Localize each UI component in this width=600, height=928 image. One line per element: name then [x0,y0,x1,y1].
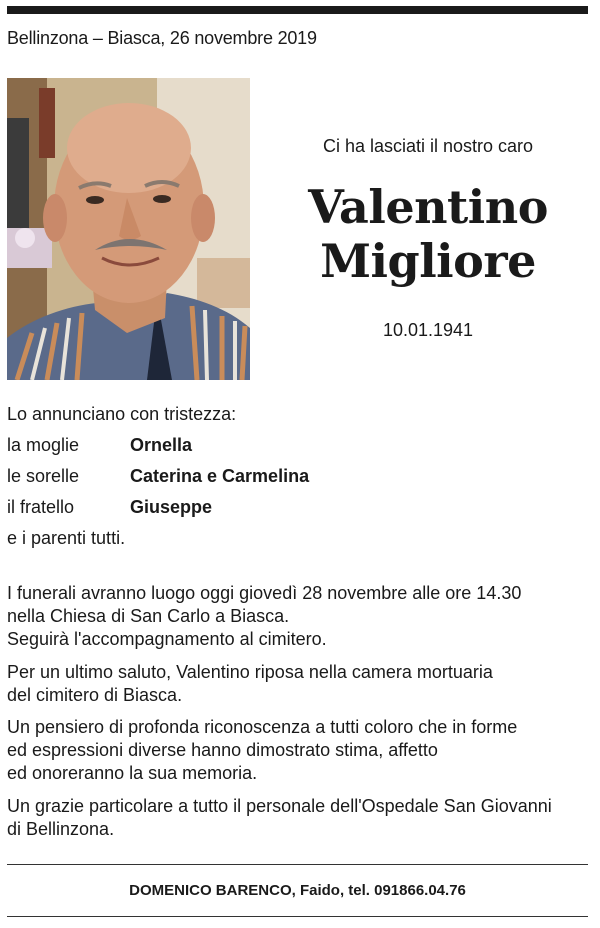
thanks-paragraph [7,716,592,785]
hospital-paragraph [7,795,592,841]
farewell-line: del cimitero di Biasca. [7,685,183,705]
footer-divider-top [7,864,588,865]
hospital-line: Un grazie particolare a tutto il personale dell'Ospedale San Giovanni [7,796,552,816]
thanks-line: Un pensiero di profonda riconoscenza a tutti coloro che in forme [7,717,518,737]
thanks-line: ed espressioni diverse hanno dimostrato stima, affetto [7,740,438,760]
thanks-line: ed onoreranno la sua memoria. [7,763,258,783]
family-relation: il fratello [7,497,75,517]
place-date: Bellinzona – Biasca, 26 novembre 2019 [7,28,317,48]
family-names: Caterina e Carmelina [130,466,310,486]
birth-date: 10.01.1941 [382,320,474,340]
family-others: e i parenti tutti. [7,528,126,548]
farewell-line: Per un ultimo saluto, Valentino riposa nella camera mortuaria [7,662,493,682]
funeral-line: I funerali avranno luogo oggi giovedì 28 novembre alle ore 14.30 [7,583,522,603]
portrait-photo [7,78,250,380]
last-name: Migliore [320,234,536,288]
hospital-line: di Bellinzona. [7,819,115,839]
top-rule [7,6,588,14]
funeral-line: Seguirà l'accompagnamento al cimitero. [7,629,327,649]
footer-divider-bottom [7,916,588,917]
intro-line: Ci ha lasciati il nostro caro [322,136,534,156]
funeral-home: DOMENICO BARENCO, Faido, tel. 091866.04.76 [129,882,466,899]
family-relation: la moglie [7,435,80,455]
family-names: Ornella [130,435,193,455]
farewell-paragraph [7,661,592,707]
first-name: Valentino [308,180,548,234]
funeral-paragraph [7,582,592,651]
funeral-line: nella Chiesa di San Carlo a Biasca. [7,606,290,626]
family-names: Giuseppe [130,497,213,517]
family-heading: Lo annunciano con tristezza: [7,404,237,424]
family-relation: le sorelle [7,466,80,486]
deceased-name [260,180,596,288]
